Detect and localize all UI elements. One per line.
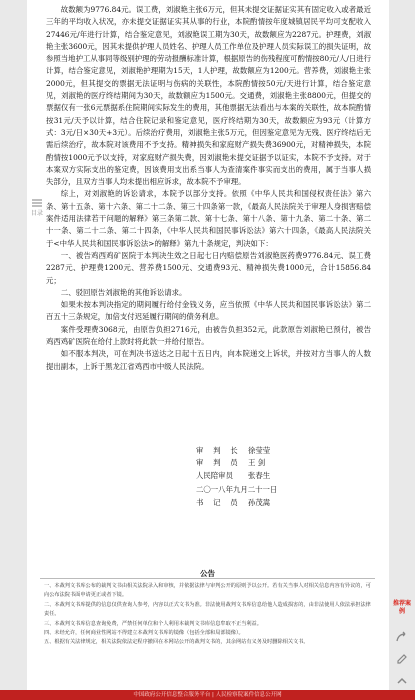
back-to-top-icon[interactable]	[395, 674, 409, 688]
signature-block	[196, 445, 277, 509]
share-icon[interactable]	[395, 630, 409, 644]
signature-name: 张春生	[248, 470, 271, 480]
notice-item: 一、本裁判文书库公布的裁判文书由相关法院录入和审核，并依据法律与审判公开的原则予以公开。若有关当事人对相关信息内容有异议的，可向公布法院书面申请更正或者下镜。	[44, 583, 371, 599]
signature-name: 孙茂嵩	[248, 497, 271, 507]
judgment-body	[46, 4, 371, 373]
signature-row	[196, 445, 277, 457]
signature-row	[196, 497, 277, 509]
paragraph: 故数额为9776.84元。误工费，刘淑艳主张6万元，但其未提交证据证实其有固定收入或者最近三年的平均收入状况，亦未提交证据证实其从事的行业，本院酌情按年度城镇居民平均可支配收入27446元/年进行计算，结合鉴定意见，刘淑艳误工期为30天，故数额应为2287元。护理费，刘淑艳主张3600元，因其未提供护理人员姓名、护理人员工作单位及护理人员实际误工的损失证明，故参照当地护工从事同等级别护理的劳动报酬标准计算，根据原告的伤残程度可酌情按80元/人/日进行计算，结合鉴定意见，刘淑艳护理期为15天，1人护理，故数额应为1200元。营养费，刘淑艳主张2000元，但其提交的票据无法证明与伤病的关联性，本院酌情按50元/天进行计算，结合鉴定意见，刘淑艳的医疗终结期间为30天，故数额应为1500元。交通费，刘淑艳主张8800元，但提交的票据仅有一张6元票据系住院期间实际发生的费用，其他票据无法看出与本案的关联性，故本院酌情按31元/天予以计算，结合住院记录和鉴定意见，医疗终结期为30天，故数额应为93元（计算方式：3元/日×30天+3元）。后续治疗费用，刘淑艳主张5万元，但因鉴定意见为无残、医疗终结后无需后续治疗，故本院对该费用不予支持。精神损失和家庭财产损失费36900元，对精神损失，本院酌情按1000元予以支持，对家庭财产损失费，因刘淑艳未提交证据予以证实，本院不予支持。对于本案双方实际支出的鉴定费，因该费用支出系当事人为查清案件事实而支出的费用，属于当事人损失部分，且双方当事人均未提出相应诉求，故本院不予审理。	[46, 5, 371, 187]
signature-role: 书 记 员	[196, 497, 242, 507]
notice-item: 二、本裁判文书库提供的信息仅供查询人参考，内容以正式文书为准。非法使用裁判文书库信息给他人造成损害的，由非法使用人依法承担法律责任。	[44, 601, 371, 618]
signature-role: 审 判 员	[196, 458, 242, 468]
signature-name: 徐莹莹	[248, 446, 271, 455]
list-icon	[31, 198, 43, 208]
signature-role: 审 判 长	[196, 446, 242, 455]
paragraph: 一、被告鸡西鸡矿医院于本判决生效之日起七日内赔偿原告刘淑艳医药费9776.84元、误工费2287元、护理费1200元、营养费1500元、交通费93元、精神损失费1000元，合计15856.84元；	[46, 250, 371, 285]
paragraph: 综上，对刘淑艳的诉讼请求，本院予以部分支持。依照《中华人民共和国侵权责任法》第六条、第十五条、第十六条、第二十二条、第三十四条第一款，《最高人民法院关于审理人身损害赔偿案件适用法律若干问题的解释》第三条第二款、第十七条、第十八条、第十九条、第二十条、第二十一条、第二十二条、第二十四条，《中华人民共和国民事诉讼法》第六十四条，《最高人民法院关于<中华人民共和国民事诉讼法>的解释》第九十条规定，判决如下：	[46, 189, 371, 248]
edit-icon[interactable]	[395, 652, 409, 666]
paragraph: 二、驳回原告刘淑艳的其他诉讼请求。	[60, 287, 187, 297]
footer-bar[interactable]: 中国政府公开信息整合服务平台 | 人民检察院案件信息公开网	[0, 690, 415, 700]
notice-item: 五、根据有关法律规定，相关法院依法定程序撤回在本网站公开的裁判文书的，其余网站有义务及时删除相关文书。	[44, 639, 309, 646]
notice-item: 四、未经允许，任何商业性网站不得建立本裁判文书库的镜像（包括全部和局部镜像）。	[44, 630, 244, 637]
signature-row	[196, 457, 277, 469]
signature-role: 人民陪审员	[196, 470, 233, 480]
paragraph: 案件受理费3068元，由原告负担2716元，由被告负担352元，此款原告刘淑艳已预付，被告鸡西鸡矿医院在给付上款时将此款一并给付原告。	[46, 324, 371, 347]
signature-row	[196, 470, 277, 482]
judgment-date: 二〇一八年九月二十一日	[196, 485, 278, 495]
notice-divider	[40, 578, 375, 579]
notice-list	[44, 582, 372, 648]
recommend-cases-button[interactable]: 推荐案例	[392, 600, 411, 615]
toc-toggle-label: 目录	[30, 210, 43, 217]
signature-name: 王 剑	[248, 458, 266, 468]
notice-item: 三、本裁判文书库信息查询免费，严禁任何单位和个人利用本裁判文书库信息牟取不正当利益。	[44, 620, 262, 627]
paragraph: 如不服本判决，可在判决书送达之日起十五日内，向本院递交上诉状，并按对方当事人的人数提出副本，上诉于黑龙江省鸡西市中级人民法院。	[46, 349, 371, 371]
paragraph: 如果未按本判决指定的期间履行给付金钱义务，应当依照《中华人民共和国民事诉讼法》第二百五十三条规定，加倍支付迟延履行期间的债务利息。	[46, 300, 371, 322]
notice-title: 公告	[200, 569, 215, 578]
toc-toggle-button[interactable]	[30, 198, 44, 218]
